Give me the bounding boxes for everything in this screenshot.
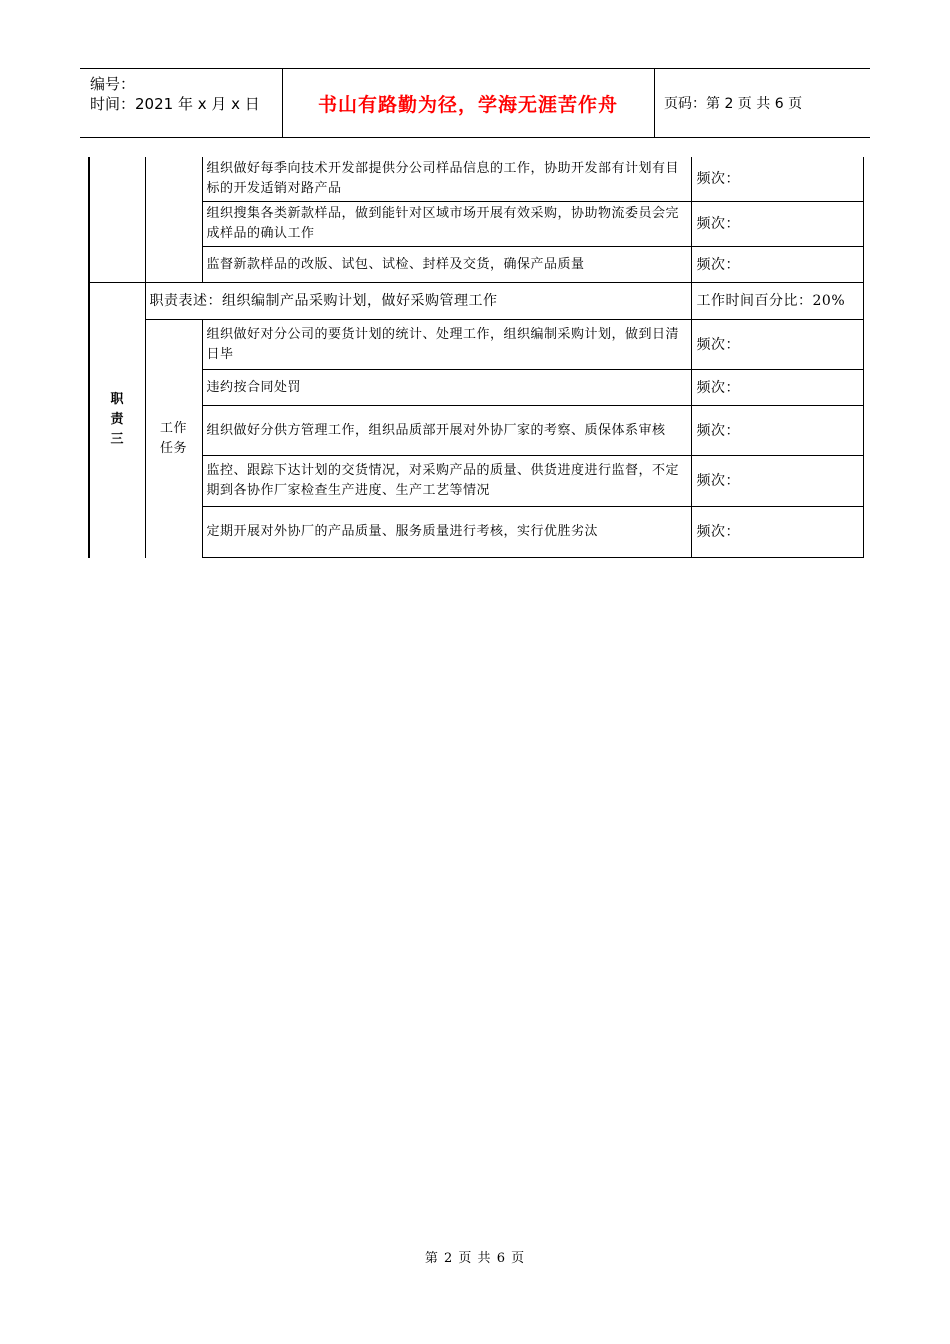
task-text: 定期开展对外协厂的产品质量、服务质量进行考核，实行优胜劣汰 (202, 507, 691, 558)
work-task-label-line: 任务 (159, 440, 187, 456)
duty-label-char: 责 (110, 412, 124, 428)
page-header (80, 68, 870, 138)
time-label: 时间：2021 年 x 月 x 日 (90, 95, 260, 113)
table-row (89, 157, 863, 202)
motto: 书山有路勤为径，学海无涯苦作舟 (282, 69, 655, 137)
task-frequency: 频次： (691, 247, 863, 283)
duty-label-char: 职 (110, 392, 124, 408)
task-frequency: 频次： (691, 507, 863, 558)
task-text: 组织做好对分公司的要货计划的统计、处理工作，组织编制采购计划，做到日清日毕 (202, 320, 691, 370)
task-text: 监督新款样品的改版、试包、试检、封样及交货，确保产品质量 (202, 247, 691, 283)
table-row (89, 247, 863, 283)
work-task-label-line: 工作 (159, 420, 187, 436)
table-row (89, 283, 863, 320)
page-footer: 第 2 页 共 6 页 (424, 1251, 526, 1266)
task-frequency: 频次： (691, 320, 863, 370)
continued-task-label-cell (145, 157, 202, 283)
continued-duty-label-cell (89, 157, 145, 283)
task-text: 组织做好分供方管理工作，组织品质部开展对外协厂家的考察、质保体系审核 (202, 406, 691, 456)
task-text: 监控、跟踪下达计划的交货情况，对采购产品的质量、供货进度进行监督，不定期到各协作厂家检查生产进度、生产工艺等情况 (202, 456, 691, 507)
page-info: 页码：第 2 页 共 6 页 (664, 96, 803, 112)
task-frequency: 频次： (691, 370, 863, 406)
time-percentage: 工作时间百分比：20% (691, 283, 863, 320)
task-frequency: 频次： (691, 406, 863, 456)
task-text: 组织搜集各类新款样品，做到能针对区域市场开展有效采购，协助物流委员会完成样品的确认工作 (202, 202, 691, 247)
duty-table (88, 157, 864, 558)
table-row (89, 202, 863, 247)
task-text: 违约按合同处罚 (202, 370, 691, 406)
table-row (89, 320, 863, 370)
task-frequency: 频次： (691, 456, 863, 507)
table-row (89, 370, 863, 406)
task-frequency: 频次： (691, 157, 863, 202)
work-task-label (145, 320, 202, 558)
duty-three-label (89, 283, 145, 558)
table-row (89, 406, 863, 456)
header-meta (80, 69, 283, 137)
number-label: 编号： (90, 75, 136, 93)
duty-label-char: 三 (110, 432, 124, 448)
duty-statement: 职责表述：组织编制产品采购计划，做好采购管理工作 (145, 283, 691, 320)
task-frequency: 频次： (691, 202, 863, 247)
table-row (89, 507, 863, 558)
task-text: 组织做好每季向技术开发部提供分公司样品信息的工作，协助开发部有计划有目标的开发适销对路产品 (202, 157, 691, 202)
table-row (89, 456, 863, 507)
